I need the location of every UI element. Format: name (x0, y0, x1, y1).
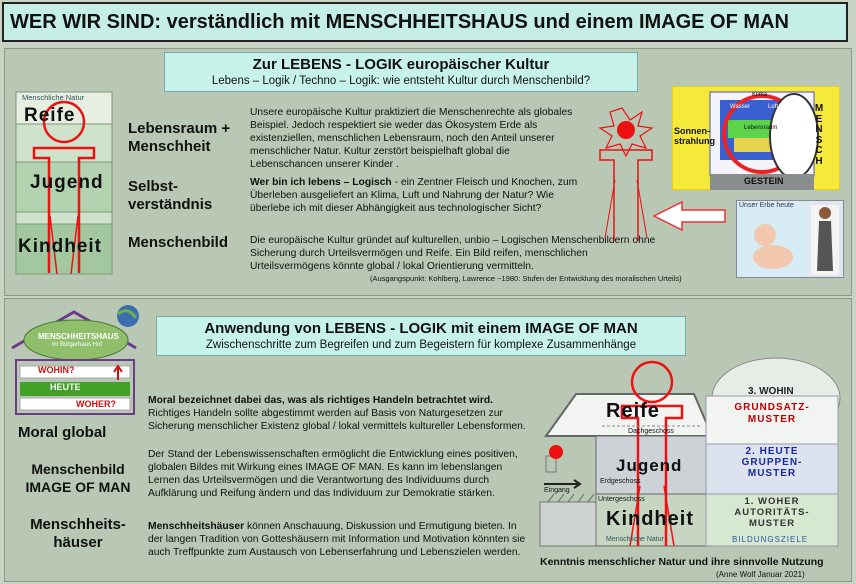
bottom-heading: Anwendung von LEBENS - LOGIK mit einem IMAGE OF MAN (204, 320, 638, 337)
house-stage-reife: Reife (606, 400, 660, 422)
right-top-label: 3. WOHIN (748, 386, 794, 397)
letter-n: N (815, 124, 823, 135)
text-selbstverstaendnis-bold: Wer bin ich lebens – Logisch (250, 177, 392, 188)
label-menschenbild: Menschenbild (128, 234, 229, 251)
level-wohin: WOHIN? (38, 365, 75, 375)
text-lebensraum: Unsere europäische Kultur praktiziert die Menschenrechte als globales Beispiel. Jedoch respektiert sie weder das Ökosystem Erde als existenziellen, menschlichen Lebensraum, noch den Anteil unserer menschlicher Natur. Kultur zerstört beispielhaft global die Lebenschancen unserer Kinder . (250, 107, 573, 170)
bildungsziele-label: BILDUNGSZIELE (732, 535, 809, 544)
globe-diagram (672, 86, 840, 190)
floor-dachgeschoss: Dachgeschoss (628, 428, 674, 435)
stage-kindheit: Kindheit (18, 236, 102, 257)
floor-untergeschoss: Untergeschoss (598, 496, 645, 503)
globe-lebensraum-label: Lebensraum (744, 125, 778, 131)
globe-bottom-label: GESTEIN (744, 176, 784, 186)
level-heute: HEUTE (50, 382, 81, 392)
text-menschenbild: Die europäische Kultur gründet auf kulturellen, unbio – Logischen Menschenbildern ohne Sicherung durch Urteilsvermögen und Reife. Ein Bild reifen, menschlichen Urteilsvermögens könnte global / lokal Orientierung vermitteln. (250, 235, 656, 272)
letter-e: E (815, 113, 823, 125)
entry-label: Eingang (544, 487, 570, 494)
globe-left-label: Sonnen- strahlung (674, 126, 716, 146)
letter-m: M (814, 103, 824, 114)
development-figure (14, 88, 114, 278)
right-box-grundsatz: GRUNDSATZ- MUSTER (734, 402, 810, 425)
right-box-autoritaets: 1. WOHER AUTORITÄTS- MUSTER (734, 496, 810, 529)
floor-erdgeschoss: Erdgeschoss (600, 478, 641, 485)
para-image-of-man: Der Stand der Lebenswissenschaften ermöglicht die Entwicklung eines positiven, globalen Bildes mit Wirkung eines IMAGE OF MAN. Es kann im lebenslangen Lernen das Urteilsvermögen und die Verantwortung des Individuums durch Aufklärung und Reifung ändern und das Individuum zur Demokratie stärken. (148, 449, 518, 499)
small-house-title: MENSCHHEITSHAUS (38, 332, 119, 341)
bottom-heading-box (156, 316, 686, 356)
letter-s: S (815, 134, 823, 146)
house-stage-kindheit: Kindheit (606, 508, 694, 530)
top-subheading: Lebens – Logik / Techno – Logik: wie entsteht Kultur durch Menschenbild? (211, 75, 591, 87)
house-diagram (536, 356, 848, 556)
footnote: (Ausgangspunkt: Kohlberg, Lawrence ~1980: Stufen der Entwicklung des moralischen Urteils) (370, 274, 682, 283)
house-caption: Kenntnis menschlicher Natur und ihre sinnvolle Nutzung (540, 556, 824, 568)
right-box-gruppen: 2. HEUTE GRUPPEN- MUSTER (741, 446, 803, 479)
globe-water-label: Wasser (730, 104, 751, 110)
para-moral (148, 394, 526, 433)
bottom-subheading: Zwischenschritte zum Begreifen und zum Begeistern für komplexe Zusammenhänge (205, 339, 637, 351)
label-selbstverstaendnis: Selbst- verständnis (128, 178, 213, 213)
para-menschheitshaeuser-bold: Menschheitshäuser (148, 521, 245, 532)
nature-label: Menschliche Natur (606, 536, 664, 543)
label-image-of-man: Menschenbild IMAGE OF MAN (25, 461, 131, 495)
para-menschheitshaeuser (148, 520, 526, 559)
level-woher: WOHER? (76, 399, 116, 409)
letter-c: C (815, 145, 823, 156)
label-menschheitshaeuser: Menschheits- häuser (30, 516, 126, 551)
photo-caption: Unser Erbe heute (739, 202, 794, 209)
top-heading: Zur LEBENS - LOGIK europäischer Kultur (252, 56, 550, 73)
para-moral-bold: Moral bezeichnet dabei das, was als richtiges Handeln betrachtet wird. (148, 395, 494, 406)
globe-klima-label: Klima (752, 92, 768, 98)
para-menschheitshaeuser-text: können Anschauung, Diskussion und Ermutigung bieten. In der langen Tradition von Gotteshäusern mit Information und Motivation könnten sie auch Treffpunkte zum Austausch von Lebenserfahrung und Lebenszielen werden. (148, 521, 526, 558)
globe-air-label: Luft (768, 104, 779, 110)
text-selbstverstaendnis (250, 176, 580, 215)
credit: (Anne Wolf Januar 2021) (716, 570, 805, 579)
para-moral-text: Richtiges Handeln sollte abgestimmt werden auf Basis von Naturgesetzen zur Sicherung menschlicher Existenz global / lokal vermittels kultureller Lebensformen. (148, 408, 526, 432)
stage-jugend: Jugend (30, 172, 104, 193)
small-house (8, 302, 148, 418)
text-selbstverstaendnis-rest: - ein Zentner Fleisch und Knochen, zum Überleben ausgeliefert an Klima, Luft und Nahrung der Natur? Wie überlebe ich mit dieser Abhängigkeit aus technologischer Sicht? (250, 177, 578, 214)
top-heading-box (164, 52, 638, 92)
globe-side-letters (814, 104, 824, 167)
letter-h: H (815, 155, 823, 167)
stage-reife: Reife (24, 105, 76, 126)
label-lebensraum: Lebensraum + Menschheit (128, 120, 231, 155)
label-moral-global: Moral global (18, 424, 107, 441)
house-stage-jugend: Jugend (616, 456, 683, 475)
page-title: WER WIR SIND: verständlich mit MENSCHHEITSHAUS und einem IMAGE OF MAN (2, 2, 848, 42)
figure-top-label: Menschliche Natur (22, 93, 85, 102)
baby-photo (736, 200, 844, 278)
small-house-subtitle: im Bürgerhaus Hof (52, 342, 103, 348)
